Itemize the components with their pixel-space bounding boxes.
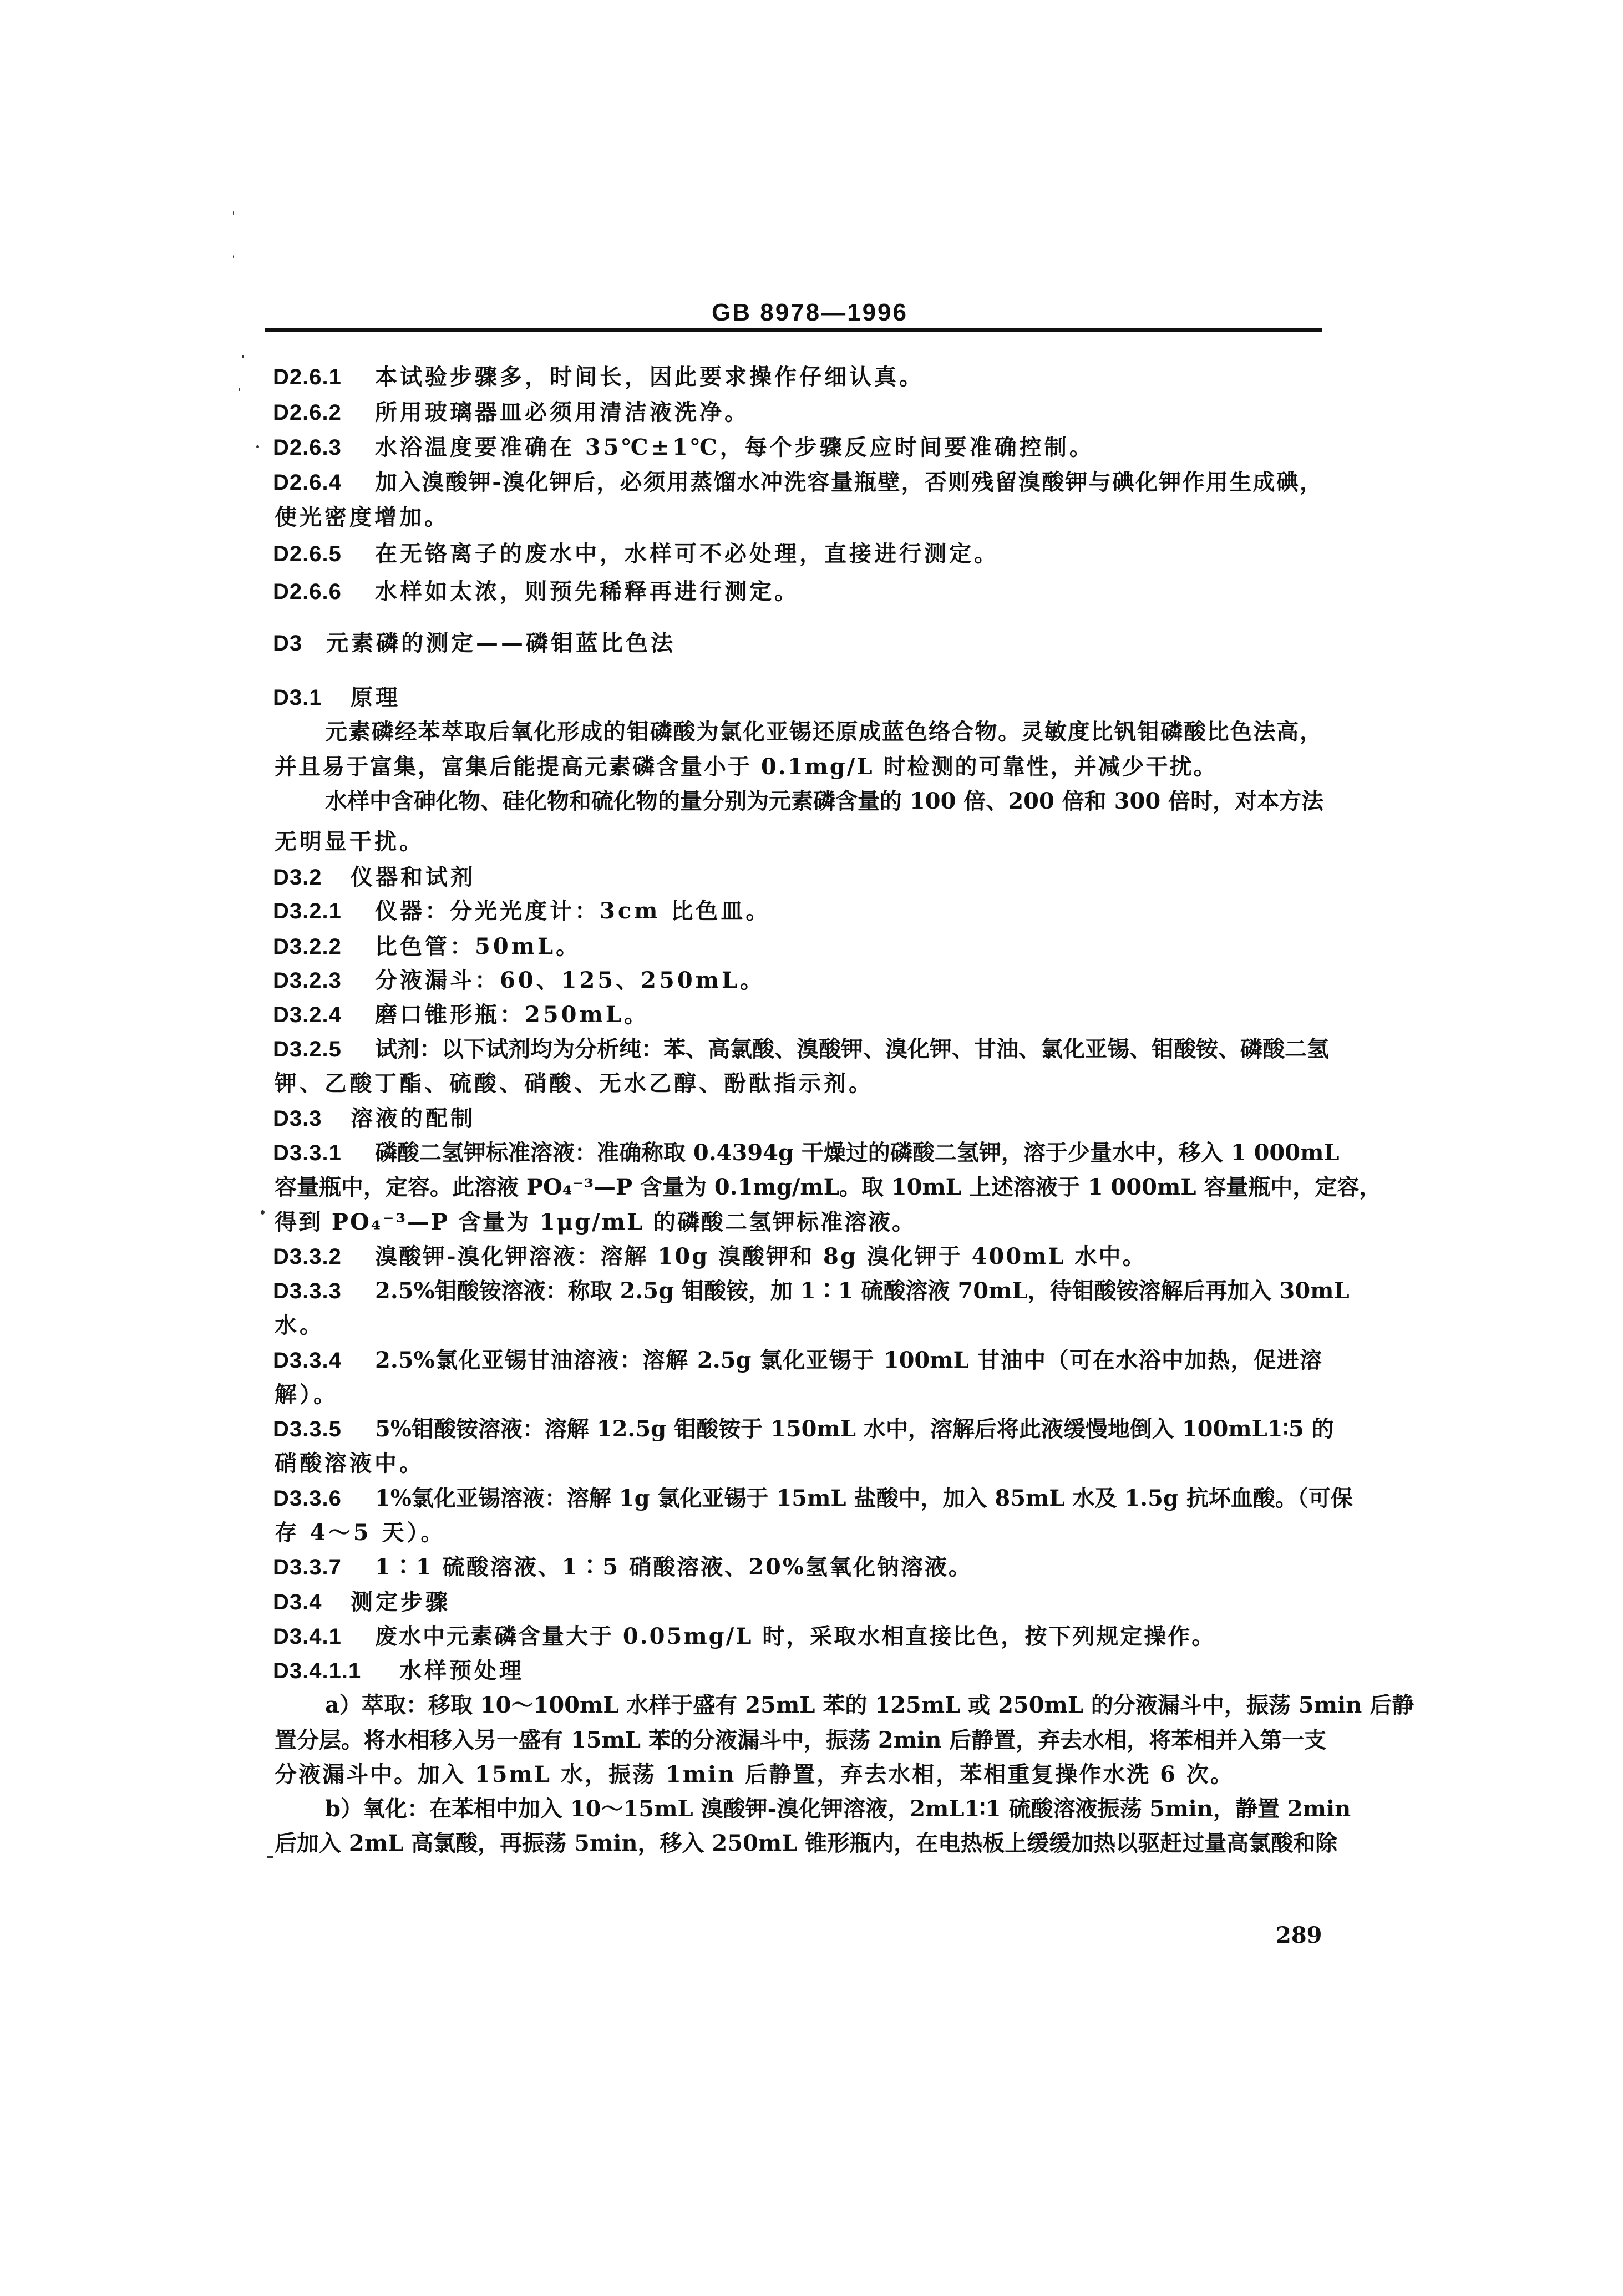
clause-text: 磨口锥形瓶：250mL。 [375,1002,649,1028]
clause-text: 水样如太浓，则预先稀释再进行测定。 [375,578,799,605]
scan-speck [256,445,259,448]
step-b-text: b）氧化：在苯相中加入 10～15mL 溴酸钾-溴化钾溶液，2mL1∶1 硫酸溶液振荡 5min，静置 2min [325,1796,1351,1822]
subsection-label: D3.3 [273,1106,322,1131]
clause-label: D3.2.1 [273,899,342,923]
clause-text: 1∶1 硫酸溶液、1∶5 硝酸溶液、20%氢氧化钠溶液。 [375,1554,972,1580]
clause-label: D2.6.4 [273,470,342,495]
clause-label: D3.3.1 [273,1141,342,1165]
clause-label: D3.2.4 [273,1003,342,1027]
clause-text: 5%钼酸铵溶液：溶解 12.5g 钼酸铵于 150mL 水中，溶解后将此液缓慢地倒入 100mL1∶5 的 [375,1416,1334,1442]
page-number: 289 [1276,1922,1322,1948]
clause-label: D2.6.2 [273,400,342,425]
clause-text: 仪器：分光光度计：3cm 比色皿。 [375,898,771,924]
clause-text: 分液漏斗：60、125、250mL。 [375,967,765,993]
clause-label: D3.3.5 [273,1417,342,1441]
clause-text: 1%氯化亚锡溶液：溶解 1g 氯化亚锡于 15mL 盐酸中，加入 85mL 水及 1.5g 抗坏血酸。（可保 [375,1485,1353,1511]
scan-speck [239,388,240,391]
paragraph-text-continued: 无明显干扰。 [275,829,424,855]
clause-label: D3.2.3 [273,968,342,993]
clause-label: D3.4.1 [273,1624,342,1649]
paragraph-text: 水样中含砷化物、硅化物和硫化物的量分别为元素磷含量的 100 倍、200 倍和 300 倍时，对本方法 [325,788,1324,814]
scan-speck [233,255,234,258]
clause-text: 2.5%氯化亚锡甘油溶液：溶解 2.5g 氯化亚锡于 100mL 甘油中（可在水浴中加热，促进溶 [375,1347,1322,1373]
scan-speck [267,1856,273,1858]
clause-text-continued: 得到 PO₄⁻³—P 含量为 1μg/mL 的磷酸二氢钾标准溶液。 [275,1209,916,1235]
paragraph-text-continued: 并且易于富集，富集后能提高元素磷含量小于 0.1mg/L 时检测的可靠性，并减少干扰。 [275,754,1218,780]
subsection-title: 溶液的配制 [351,1105,475,1131]
section-title: 元素磷的测定——磷钼蓝比色法 [326,630,676,656]
clause-label: D2.6.6 [273,580,342,604]
clause-text-continued: 水。 [275,1312,324,1338]
step-a-text: a）萃取：移取 10～100mL 水样于盛有 25mL 苯的 125mL 或 250mL 的分液漏斗中，振荡 5min 后静 [325,1692,1414,1718]
clause-text: 水样预处理 [399,1658,524,1684]
subsection-title: 仪器和试剂 [351,864,475,890]
subsection-label: D3.1 [273,685,322,710]
section-label: D3 [273,631,303,656]
clause-label: D2.6.1 [273,365,342,389]
clause-text: 在无铬离子的废水中，水样可不必处理，直接进行测定。 [375,541,999,567]
clause-label: D3.3.6 [273,1486,342,1511]
step-a-text-continued: 置分层。将水相移入另一盛有 15mL 苯的分液漏斗中，振荡 2min 后静置，弃去水相，将苯相并入第一支 [275,1727,1327,1753]
standard-number-header: GB 8978—1996 [712,299,908,326]
scan-speck [233,211,234,215]
clause-text-continued: 解）。 [275,1381,338,1408]
clause-text: 试剂：以下试剂均为分析纯：苯、高氯酸、溴酸钾、溴化钾、甘油、氯化亚锡、钼酸铵、磷酸二氢 [375,1036,1329,1062]
clause-label: D3.4.1.1 [273,1659,362,1683]
clause-label: D3.3.4 [273,1348,342,1373]
clause-text: 废水中元素磷含量大于 0.05mg/L 时，采取水相直接比色，按下列规定操作。 [375,1623,1216,1649]
clause-label: D2.6.3 [273,435,342,460]
clause-label: D3.3.2 [273,1244,342,1269]
subsection-title: 原理 [351,684,400,710]
clause-label: D3.3.7 [273,1555,342,1579]
subsection-label: D3.4 [273,1590,322,1614]
scan-speck [261,1210,265,1215]
clause-text: 加入溴酸钾-溴化钾后，必须用蒸馏水冲洗容量瓶壁，否则残留溴酸钾与碘化钾作用生成碘， [375,469,1322,495]
clause-text: 所用玻璃器皿必须用清洁液洗净。 [375,399,749,425]
clause-text-continued: 容量瓶中，定容。此溶液 PO₄⁻³—P 含量为 0.1mg/mL。取 10mL 上述溶液于 1 000mL 容量瓶中，定容， [275,1174,1382,1200]
subsection-title: 测定步骤 [351,1589,450,1615]
clause-text: 本试验步骤多，时间长，因此要求操作仔细认真。 [375,364,924,390]
clause-text-continued: 存 4～5 天）。 [275,1520,446,1546]
clause-text-continued: 钾、乙酸丁酯、硫酸、硝酸、无水乙醇、酚酞指示剂。 [275,1070,874,1096]
clause-text: 水浴温度要准确在 35℃±1℃，每个步骤反应时间要准确控制。 [375,434,1094,460]
header-rule [265,328,1322,332]
step-a-text-continued: 分液漏斗中。加入 15mL 水，振荡 1min 后静置，弃去水相，苯相重复操作水洗 6 次。 [275,1761,1234,1787]
clause-text-continued: 硝酸溶液中。 [275,1450,424,1476]
clause-text-continued: 使光密度增加。 [275,504,449,530]
clause-label: D3.2.2 [273,934,342,959]
scan-speck [242,355,244,358]
clause-text: 2.5%钼酸铵溶液：称取 2.5g 钼酸铵，加 1∶1 硫酸溶液 70mL，待钼酸铵溶解后再加入 30mL [375,1278,1350,1304]
clause-label: D3.2.5 [273,1037,342,1061]
clause-text: 磷酸二氢钾标准溶液：准确称取 0.4394g 干燥过的磷酸二氢钾，溶于少量水中，移入 1 000mL [375,1140,1340,1166]
clause-text: 比色管：50mL。 [375,933,581,959]
paragraph-text: 元素磷经苯萃取后氧化形成的钼磷酸为氯化亚锡还原成蓝色络合物。灵敏度比钒钼磷酸比色法高， [325,719,1322,745]
clause-label: D3.3.3 [273,1279,342,1303]
clause-text: 溴酸钾-溴化钾溶液：溶解 10g 溴酸钾和 8g 溴化钾于 400mL 水中。 [375,1243,1147,1269]
step-b-text-continued: 后加入 2mL 高氯酸，再振荡 5min，移入 250mL 锥形瓶内，在电热板上缓缓加热以驱赶过量高氯酸和除 [275,1830,1338,1856]
clause-label: D2.6.5 [273,542,342,566]
subsection-label: D3.2 [273,865,322,890]
